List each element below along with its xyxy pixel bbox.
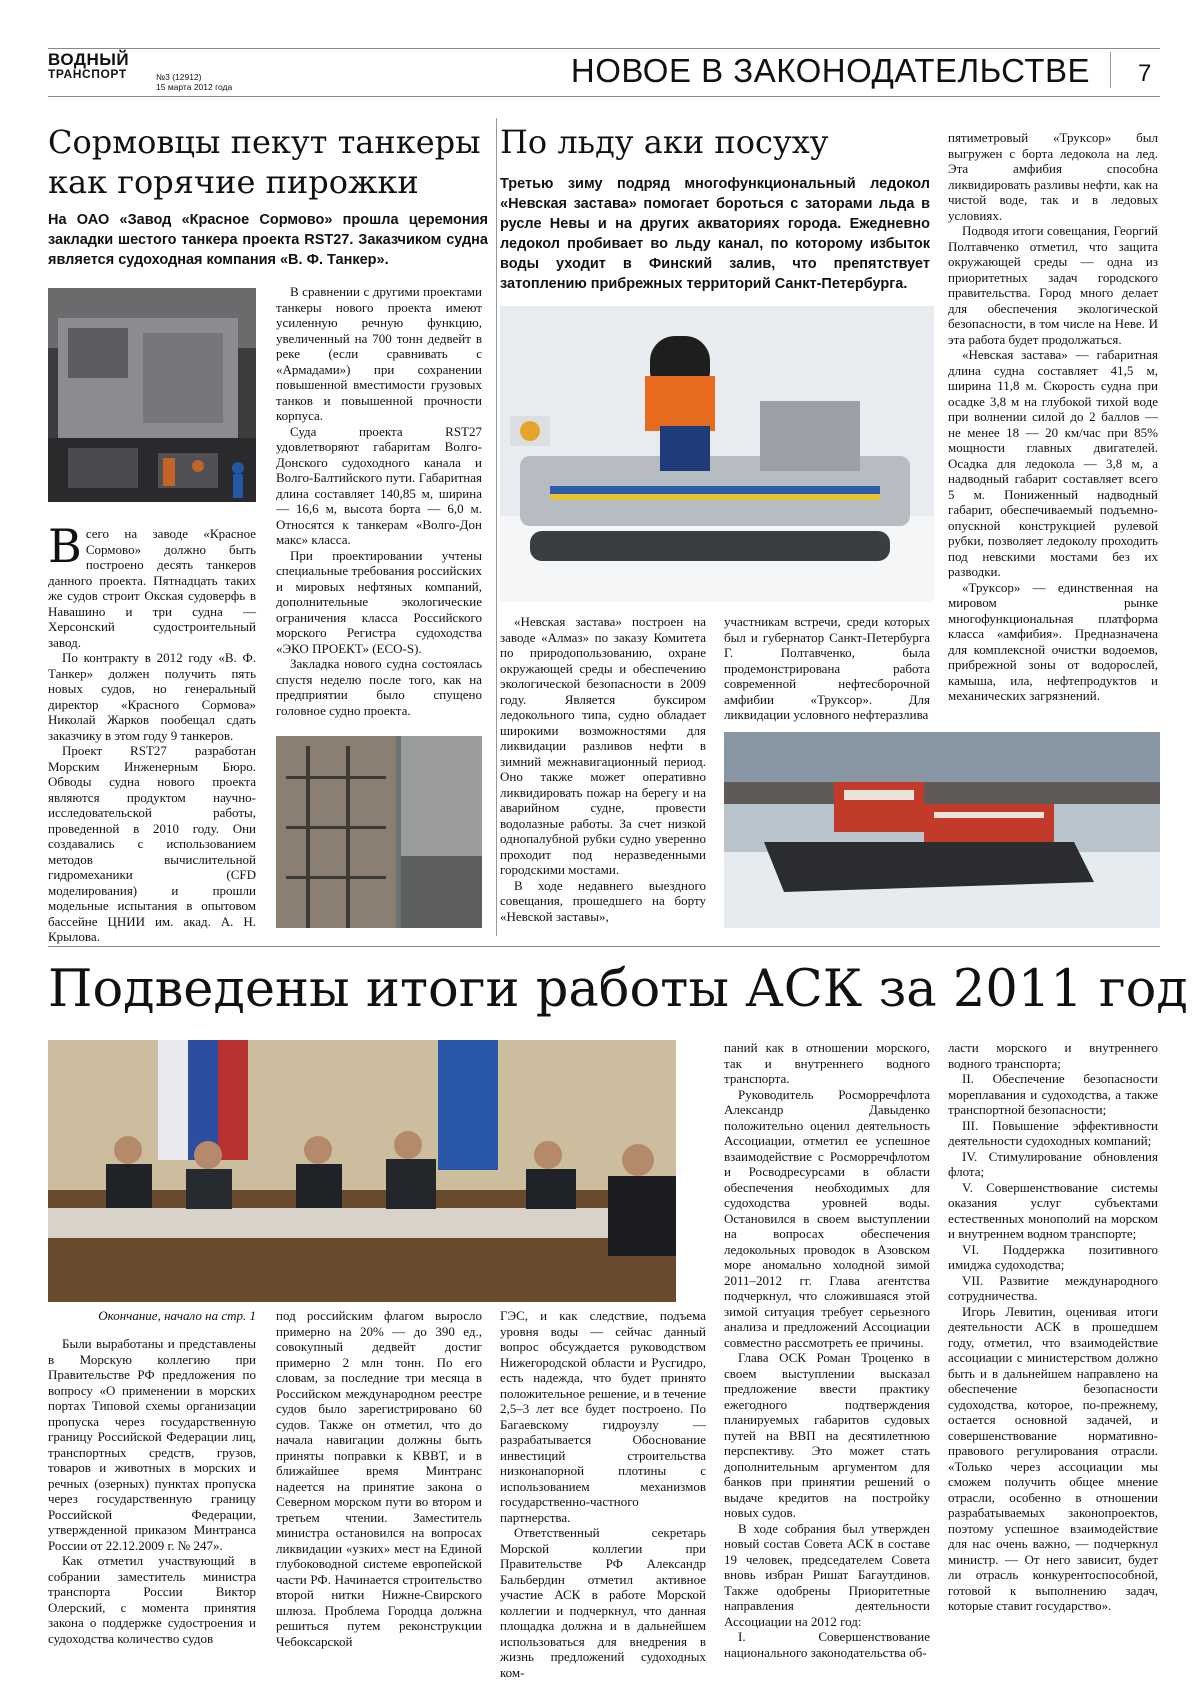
icebreaker-photo bbox=[724, 732, 1160, 928]
article1-dropcap: В bbox=[48, 519, 82, 573]
paragraph: При проектировании учтены специальные требования российских и мировых нефтяных компаний, дополнительные экологические ограничения класса Российского морского Регистра судоходства «ЭКО ПРОЕКТ» (ECO-S). bbox=[276, 547, 482, 656]
paragraph: «Невская застава» — габаритная длина судна составляет 41,5 м, ширина 11,8 м. Скорость судна при осадке 3,8 м на глубокой тихой воде при волнении силой до 2 баллов — не менее 18 — 20 км/час при 85% мощности главных двигателей. Осадка для ледокола — 3,8 м, а надводный габарит составляет всего 5 м. Пониженный надводный габарит, обеспечиваемый подъемно-опускной конструкцией рулевой рубки, позволяет ледоколу проходить под невскими мостами без их разводки. bbox=[948, 347, 1158, 579]
tanker-hull-photo bbox=[276, 736, 482, 928]
article3-column1 bbox=[48, 1336, 256, 1646]
article3-column2 bbox=[276, 1308, 482, 1649]
column-divider bbox=[496, 118, 497, 936]
paragraph: ГЭС, и как следствие, подъема уровня воды — сейчас данный вопрос обсуждается руководством Нижегородской области и Русгидро, есть надежда, что будет принято положительное решение, и в течение 2,5–3 лет все будет построено. По Багаевскому гидроузлу — разрабатывается Обоснование инвестиций строительства низконапорной плотины с использованием механизмов государственно-частного партнерства. bbox=[500, 1308, 706, 1525]
logo-line2: ТРАНСПОРТ bbox=[48, 67, 127, 81]
article2-title: По льду аки посуху bbox=[500, 123, 829, 161]
paragraph: III. Повышение эффективности деятельности судоходных компаний; bbox=[948, 1117, 1158, 1148]
article3-column3 bbox=[500, 1308, 706, 1680]
page-number: 7 bbox=[1138, 60, 1152, 87]
page-number-divider bbox=[1110, 52, 1111, 88]
paragraph: I. Совершенствование национального законодательства об- bbox=[724, 1629, 930, 1660]
paragraph: ласти морского и внутреннего водного транспорта; bbox=[948, 1040, 1158, 1071]
paragraph: Игорь Левитин, оценивая итоги деятельности АСК в прошедшем году, отметил, что взаимодействие ассоциации с министерством должно быть и в дальнейшем направлено на обеспечение безопасности судоходства, которое, по-прежнему, остается основной задачей, и совершенствование нормативно-правового регулирования отрасли. «Только через ассоциации мы сможем получить общее мнение отрасли, особенно в отношении разрабатываемых законопроектов, поэтому успешное взаимодействие для нас очень важно, — подчеркнул министр. — От него зависит, будет ли отрасль конкурентоспособной, готовой к выполнению задач, которые ставит государство». bbox=[948, 1303, 1158, 1613]
meeting-photo bbox=[48, 1040, 676, 1302]
article1-lead: На ОАО «Завод «Красное Сормово» прошла церемония закладки шестого танкера проекта RST27. Заказчиком судна является судоходная компания «В. Ф. Танкер». bbox=[48, 212, 488, 268]
paragraph: Закладка нового судна состоялась спустя неделю после того, как на предприятии было спущено головное судно проекта. bbox=[276, 656, 482, 718]
paragraph: под российским флагом выросло примерно на 20% — до 390 ед., совокупный дедвейт достиг примерно 2 млн тонн. По его словам, за последние три месяца в Российском международном реестре судов было зарегистрировано 60 судов. Также он отметил, что до начала навигации должны быть приняты поправки к КВВТ, и в ближайшее время Минтранс надеется на принятие закона о Северном морском пути во втором и третьем чтении. Заместитель министра остановился на вопросах ликвидации «узких» мест на Единой глубоководной системе европейской части РФ. Начинается строительство второй нитки Нижне-Свирского шлюза. Проблема Городца должна решиться путем реконструкции Чебоксарской bbox=[276, 1308, 482, 1649]
photo-caption: Окончание, начало на стр. 1 bbox=[98, 1308, 256, 1323]
paragraph: VII. Развитие международного сотрудничества. bbox=[948, 1272, 1158, 1303]
paragraph: Проект RST27 разработан Морским Инженерным Бюро. Обводы судна нового проекта являются продуктом научно-исследовательской работы, проведенной в 2010 году. Они создавались с использованием методов вычислительной гидромеханики (CFD моделирования) и прошли модельные испытания в опытовом бассейне ЦНИИ им. акад. А. Н. Крылова. bbox=[48, 743, 256, 944]
section-title: НОВОЕ В ЗАКОНОДАТЕЛЬСТВЕ bbox=[570, 52, 1090, 89]
paragraph: «Невская застава» построен на заводе «Алмаз» по заказу Комитета по природопользованию, охране окружающей среды и обеспечению экологической безопасности в 2009 году. Является буксиром ледокольного типа, судно обладает широкими возможностями для ликвидации разливов нефти в зимний межнавигационный период. Оно также может оперативно ликвидировать пожар на берегу и на аварийном судне, провести водолазные работы. За счет низкой однопалубной рубки судно уверенно проходит под неразведенными городскими мостами. bbox=[500, 614, 706, 877]
article1-column2 bbox=[276, 284, 482, 718]
paragraph: пятиметровый «Трукcор» был выгружен с борта ледокола на лед. Эта амфибия способна ликвидировать разливы нефти, как на чистой воде, так и в ледовых условиях. bbox=[948, 130, 1158, 223]
paragraph: В ходе недавнего выездного совещания, прошедшего на борту «Невской заставы», bbox=[500, 877, 706, 924]
paragraph: участникам встречи, среди которых был и губернатор Санкт-Петербурга Г. Полтавченко, была продемонстрирована работа современной нефтесборочной амфибии «Трукcор». Для ликвидации условного нефтеразлива bbox=[724, 614, 930, 722]
article1-title: Сормовцы пекут танкеры как горячие пирожки bbox=[48, 123, 481, 201]
section-divider bbox=[48, 946, 1160, 947]
article2-column1 bbox=[500, 614, 706, 924]
paragraph: В сравнении с другими проектами танкеры нового проекта имеют усиленную речную функцию, увеличенный на 700 тонн дедвейт в реке (если сравнивать с «Армадами») при сохранении повышенной вместимости грузовых танков и повышенной прочности корпуса. bbox=[276, 284, 482, 423]
article2-column3 bbox=[948, 130, 1158, 704]
paragraph: IV. Стимулирование обновления флота; bbox=[948, 1148, 1158, 1179]
article3-title: Подведены итоги работы АСК за 2011 год bbox=[48, 960, 1188, 1019]
paragraph: Руководитель Росморречфлота Александр Давыденко положительно оценил деятельность Ассоциации, отметил ее успешное взаимодействие с Росморречфлотом и Росводресурсами в области обеспечения необходимых для судоходства уровней воды. Остановился в своем выступлении на вопросах обеспечения ледокольных проводок в Азовском море аномально холодной зимой 2011–2012 гг. Глава агентства подчеркнул, что сложившаяся этой зимой ситуация требует серьезного анализа и предложений Ассоциации совместно рассмотреть ее причины. bbox=[724, 1086, 930, 1350]
paragraph: «Трукcор» — единственная на мировом рынке многофункциональная платформа класса «амфибия». Предназначена для комплексной очистки водоемов, прибрежной зоны от водорослей, камыша, ила, нефтепродуктов и механических загрязнений. bbox=[948, 579, 1158, 703]
article1-column1 bbox=[48, 519, 256, 945]
article2-column2 bbox=[724, 614, 930, 723]
masthead-bottom-rule bbox=[48, 96, 1160, 97]
issue-info bbox=[156, 72, 232, 92]
top-rule bbox=[48, 48, 1160, 49]
article3-column5 bbox=[948, 1040, 1158, 1614]
paragraph: Подводя итоги совещания, Георгий Полтавченко отметил, что защита окружающей среды — одна из приоритетных задач городского правительства. Город много делает для обеспечения экологической безопасности, в том числе на Неве. И эта работа будет продолжаться. bbox=[948, 223, 1158, 347]
paragraph: паний как в отношении морского, так и внутреннего водного транспорта. bbox=[724, 1040, 930, 1086]
article3-column4 bbox=[724, 1040, 930, 1660]
logo-line1: ВОДНЫЙ bbox=[48, 50, 130, 69]
paragraph: сего на заводе «Красное Сормово» должно быть построено десять танкеров данного проекта. Пятнадцать таких же судов строит Окская судоверфь в Навашино и три судна — Херсонский судостроительный завод. bbox=[48, 526, 256, 650]
shipyard-photo bbox=[48, 288, 256, 502]
paragraph: V. Совершенствование системы оказания услуг субъектами естественных монополий на морском и внутреннем водном транспорте; bbox=[948, 1179, 1158, 1241]
amphibian-truxor-photo bbox=[500, 306, 934, 602]
paragraph: В ходе собрания был утвержден новый состав Совета АСК в составе 19 человек, председателем Совета вновь избран Ришат Багаутдинов. Также одобрены Приоритетные направления деятельности Ассоциации на 2012 год: bbox=[724, 1520, 930, 1629]
paragraph: VI. Поддержка позитивного имиджа судоходства; bbox=[948, 1241, 1158, 1272]
paragraph: Как отметил участвующий в собрании заместитель министра транспорта России Виктор Олерский, с момента принятия закона о поддержке судостроения и судоходства количество судов bbox=[48, 1553, 256, 1646]
article2-lead: Третью зиму подряд многофункциональный ледокол «Невская застава» помогает бороться с заторами льда в русле Невы и на других акваториях города. Ежедневно ледокол пробивает во льду канал, по которому избыток воды уходит в Финский залив, что препятствует затоплению прибрежных территорий Санкт-Петербурга. bbox=[500, 176, 930, 292]
paragraph: Ответственный секретарь Морской коллегии при Правительстве РФ Александр Бальбердин отметил активное участие АСК в работе Морской коллегии и подчеркнул, что данная площадка должна и в дальнейшем использоваться для внедрения в жизнь предложений судоходных ком- bbox=[500, 1525, 706, 1680]
paragraph: Суда проекта RST27 удовлетворяют габаритам Волго-Донского судоходного канала и Волго-Балтийского пути. Габаритная длина составляет 140,85 м, ширина — 16,6 м, высота борта — 6,0 м. Относятся к танкерам «Волго-Дон макс» класса. bbox=[276, 423, 482, 547]
newspaper-logo bbox=[48, 52, 140, 82]
paragraph: Были выработаны и представлены в Морскую коллегию при Правительстве РФ предложения по вопросу «О применении в морских портах Типовой схемы организации пропуска через государственную границу Российской Федерации лиц, транспортных средств, грузов, товаров и животных в морских и речных (озерных) пунктах пропуска через государственную границу Российской Федерации, утвержденной приказом Минтранса России от 22.12.2009 г. № 247». bbox=[48, 1336, 256, 1553]
paragraph: По контракту в 2012 году «В. Ф. Танкер» должен получить пять новых судов, но генеральный директор «Красного Сормова» Николай Жарков пообещал сдать заказчику в этом году 9 танкеров. bbox=[48, 650, 256, 743]
issue-date: 15 марта 2012 года bbox=[156, 82, 233, 92]
paragraph: II. Обеспечение безопасности мореплавания и судоходства, а также транспортной безопасности; bbox=[948, 1071, 1158, 1117]
paragraph: Глава ОСК Роман Троценко в своем выступлении высказал предложение ввести практику ежегодного подтверждения планируемых габаритов судовых путей на ВВП на десятилетнюю перспективу. Это может стать дополнительным аргументом для банков при принятии решений о выдаче кредитов на постройку новых судов. bbox=[724, 1350, 930, 1520]
issue-number: №3 (12912) bbox=[156, 72, 202, 82]
